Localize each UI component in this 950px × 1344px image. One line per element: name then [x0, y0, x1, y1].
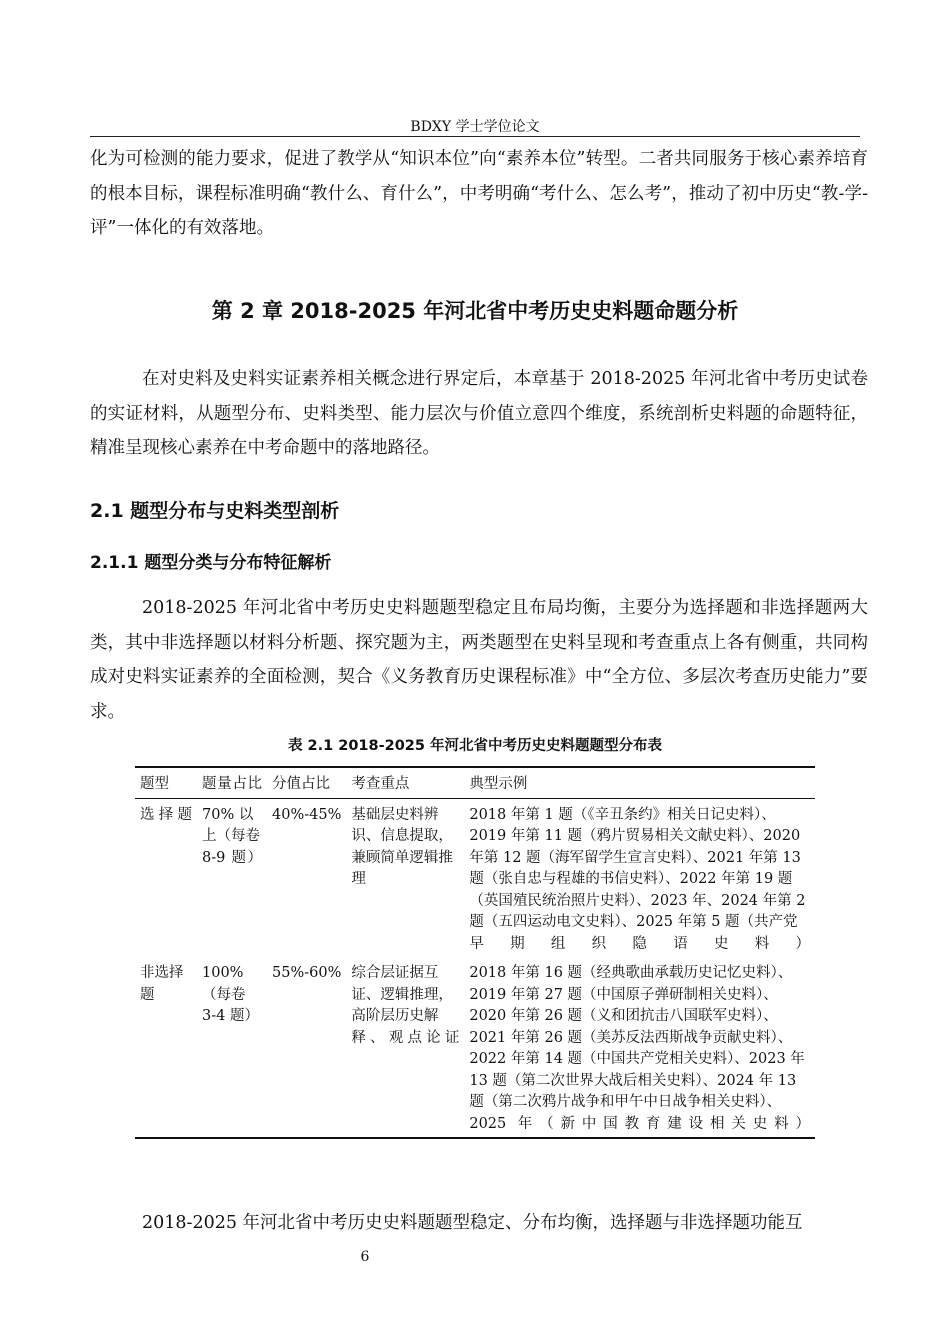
table-row [135, 798, 815, 957]
header-cell-focus: 考查重点 [351, 776, 410, 792]
cell-score: 55%-60% [272, 965, 342, 981]
cell-type: 选择题 [140, 806, 192, 823]
cell-focus: 综合层证据互证、逻辑推理，高阶层历史解释、观点论证 [351, 965, 460, 1046]
table-header-row [135, 767, 815, 798]
cell-quantity: 70% 以上（每卷 8-9 题） [202, 806, 262, 866]
cell-focus: 基础层史料辨识、信息提取，兼顾简单逻辑推理 [351, 806, 453, 887]
header-cell-examples: 典型示例 [469, 776, 528, 792]
table-caption: 表 2.1 2018-2025 年河北省中考历史史料题题型分布表 [287, 738, 663, 754]
after-table-paragraph: 2018-2025 年河北省中考历史史料题题型稳定、分布均衡，选择题与非选择题功能互 [142, 1213, 803, 1233]
intro-continuation-paragraph: 化为可检测的能力要求，促进了教学从“知识本位”向“素养本位”转型。二者共同服务于核心素养培育的根本目标，课程标准明确“教什么、育什么”，中考明确“考什么、怎么考”，推动了初中历史“教-学-评”一体化的有效落地。 [90, 149, 868, 238]
header-cell-quantity: 题量占比 [202, 776, 262, 792]
header-cell-score: 分值占比 [272, 776, 330, 792]
running-header: BDXY 学士学位论文 [410, 119, 540, 135]
cell-quantity: 100%（每卷 3-4 题） [202, 965, 259, 1024]
section-intro-paragraph: 2018-2025 年河北省中考历史史料题题型稳定且布局均衡，主要分为选择题和非选择题两大类，其中非选择题以材料分析题、探究题为主，两类题型在史料呈现和考查重点上各有侧重，共同构成对史料实证素养的全面检测，契合《义务教育历史课程标准》中“全方位、多层次考查历史能力”要求。 [90, 598, 868, 722]
chapter-intro-paragraph: 在对史料及史料实证素养相关概念进行界定后，本章基于 2018-2025 年河北省中考历史试卷的实证材料，从题型分布、史料类型、能力层次与价值立意四个维度，系统剖析史料题的命题特征，精准呈现核心素养在中考命题中的落地路径。 [90, 369, 868, 458]
section-heading-2-1: 2.1 题型分布与史料类型剖析 [90, 500, 340, 522]
page-number: 6 [360, 1249, 370, 1265]
cell-type: 非选择题 [140, 965, 184, 1003]
header-rule [90, 136, 860, 137]
header-cell-type: 题型 [140, 776, 169, 792]
table-row [135, 957, 815, 1138]
cell-score: 40%-45% [272, 806, 342, 823]
cell-examples: 2018 年第 1 题（《辛丑条约》相关日记史料）、2019 年第 11 题（鸦片贸易相关文献史料）、2020 年第 12 题（海军留学生宣言史料）、2021 年第 13 题（张自忠与程雄的书信史料）、2022 年第 19 题（英国殖民统治照片史料）、2023 年、2024 年第 2 题（五四运动电文史料）、2025 年第 5 题（共产党早期组织隐语史料） [469, 806, 810, 952]
cell-examples: 2018 年第 16 题（经典歌曲承载历史记忆史料）、2019 年第 27 题（中国原子弹研制相关史料）、2020 年第 26 题（义和团抗击八国联军史料）、2021 年第 26 题（美苏反法西斯战争贡献史料）、2022 年第 14 题（中国共产党相关史料）、2023 年 13 题（第二次世界大战后相关史料）、2024 年 13 题（第二次鸦片战争和甲午中日战争相关史料）、2025 年（新中国教育建设相关史料） [469, 965, 810, 1132]
subsection-heading-2-1-1: 2.1.1 题型分类与分布特征解析 [90, 553, 332, 573]
question-type-distribution-table [135, 766, 815, 1139]
chapter-title: 第 2 章 2018-2025 年河北省中考历史史料题命题分析 [211, 299, 739, 323]
